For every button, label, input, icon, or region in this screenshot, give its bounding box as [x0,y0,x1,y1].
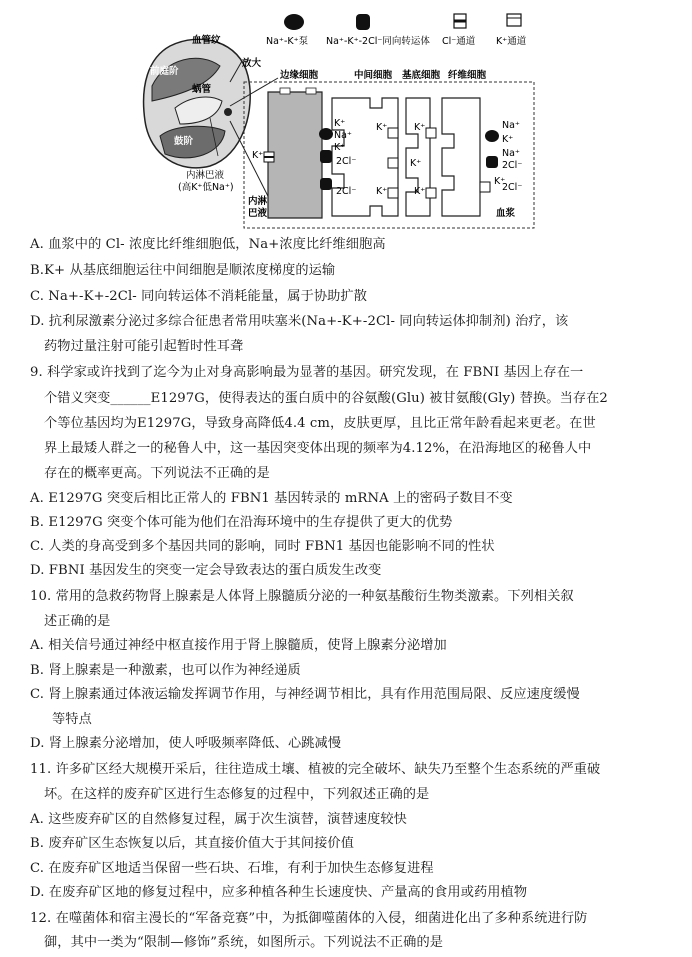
pump-legend-label: Na⁺-K⁺泵 [266,36,309,47]
scala-tympani-label: 鼓阶 [174,136,194,147]
option-8a: A. 血浆中的 Cl- 浓度比纤维细胞低，Na+浓度比纤维细胞高 [30,237,386,252]
ion-k-label: K⁺ [252,150,264,161]
question-9-stem: 个错义突变______E1297G，使得表达的蛋白质中的谷氨酸(Glu) 被甘氨酸(Gly) 替换。当存在2 [44,391,608,406]
ion-k-label: K⁺ [414,122,426,133]
endolymph-short-label: 内淋 [248,196,268,207]
cochlear-duct-label: 蜗管 [192,84,212,95]
endolymph-label: 内淋巴液 [186,170,225,181]
question-11-stem: 11. 许多矿区经大规模开采后，往往造成土壤、植被的完全破坏、缺失乃至整个生态系统的严重破 [30,762,601,777]
option-11c: C. 在废弃矿区地适当保留一些石块、石堆，有利于加快生态修复进程 [30,861,434,876]
marginal-cell [268,92,322,218]
option-11d: D. 在废弃矿区地的修复过程中，应多种植各种生长速度快、产量高的食用或药用植物 [30,885,528,900]
question-11-stem: 坏。在这样的废弃矿区进行生态修复的过程中，下列叙述正确的是 [44,787,430,802]
option-8b: B.K+ 从基底细胞运往中间细胞是顺浓度梯度的运输 [30,263,336,278]
option-9c: C. 人类的身高受到多个基因共同的影响，同时 FBN1 基因也能影响不同的性状 [30,539,495,554]
option-9b: B. E1297G 突变个体可能为他们在沿海环境中的生存提供了更大的优势 [30,515,453,530]
ion-k-label: K⁺ [414,186,426,197]
scala-vestibuli-label: 前庭阶 [150,66,179,77]
option-8c: C. Na+-K+-2Cl- 同向转运体不消耗能量，属于协助扩散 [30,289,367,304]
cl-channel-legend-label: Cl⁻通道 [442,36,476,47]
ion-k-label: K⁺ [410,158,422,169]
option-8d: D. 抗利尿激素分泌过多综合征患者常用呋塞米(Na+-K+-2Cl- 同向转运体抑制剂) 治疗，该 [30,314,569,329]
plasma-label: 血浆 [496,208,516,219]
option-10c: C. 肾上腺素通过体液运输发挥调节作用，与神经调节相比，具有作用范围局限、反应速度缓慢 [30,687,580,702]
ion-cl2-label: 2Cl⁻ [336,186,357,197]
ion-k-label: K⁺ [502,134,514,145]
fibrocyte [442,98,480,216]
question-9-stem: 存在的概率更高。下列说法不正确的是 [44,466,270,481]
fibrocyte-label: 纤维细胞 [448,70,487,81]
option-9a: A. E1297G 突变后相比正常人的 FBN1 基因转录的 mRNA 上的密码子数目不变 [30,491,513,506]
question-12-stem: 12. 在噬菌体和宿主漫长的“军备竞赛”中，为抵御噬菌体的入侵，细菌进化出了多种系统进行防 [30,911,588,926]
option-10c-cont: 等特点 [52,712,92,727]
endolymph-short-label: 巴液 [248,208,268,219]
ion-k-label: K⁺ [334,118,346,129]
k-channel-legend-label: K⁺通道 [496,36,527,47]
endolymph-note: (高K⁺低Na⁺) [178,182,234,193]
ion-k-label: K⁺ [494,176,506,187]
ion-cl2-label: 2Cl⁻ [502,182,523,193]
ion-k-label: K⁺ [376,186,388,197]
ion-k-label: K⁺ [334,142,346,153]
ion-cl2-label: 2Cl⁻ [336,156,357,167]
cotransporter-legend-icon [356,14,370,30]
marginal-cell-label: 边缘细胞 [280,70,319,81]
ion-k-label: K⁺ [376,122,388,133]
cochlea-ion-transport-figure [130,6,560,232]
basal-cell-label: 基底细胞 [402,70,441,81]
question-12-stem: 御，其中一类为“限制—修饰”系统，如图所示。下列说法不正确的是 [44,935,444,950]
option-11a: A. 这些废弃矿区的自然修复过程，属于次生演替，演替速度较快 [30,812,407,827]
ion-na-label: Na⁺ [502,148,520,159]
question-9-stem: 个等位基因均为E1297G，导致身高降低4.4 cm，皮肤更厚，且比正常年龄看起来更老。在世 [44,416,596,431]
question-10-stem: 10. 常用的急救药物肾上腺素是人体肾上腺髓质分泌的一种氨基酸衍生物类激素。下列相关叙 [30,589,574,604]
option-10b: B. 肾上腺素是一种激素，也可以作为神经递质 [30,663,301,678]
figure-legend [284,14,521,30]
option-9d: D. FBNI 基因发生的突变一定会导致表达的蛋白质发生改变 [30,563,382,578]
stria-label: 血管纹 [192,35,221,46]
pump-legend-icon [284,14,304,30]
option-10d: D. 肾上腺素分泌增加，使人呼吸频率降低、心跳减慢 [30,736,342,751]
magnify-label: 放大 [242,58,262,69]
question-10-stem: 述正确的是 [44,614,111,629]
ion-na-label: Na⁺ [334,130,352,141]
option-10a: A. 相关信号通过神经中枢直接作用于肾上腺髓质，使肾上腺素分泌增加 [30,638,447,653]
ion-cl2-label: 2Cl⁻ [502,160,523,171]
intermediate-cell-label: 中间细胞 [354,70,393,81]
question-9-stem: 9. 科学家或许找到了迄今为止对身高影响最为显著的基因。研究发现，在 FBNI 基因上存在一 [30,365,584,380]
question-9-stem: 界上最矮人群之一的秘鲁人中，这一基因突变体出现的频率为4.12%，在沿海地区的秘鲁人中 [44,441,592,456]
option-11b: B. 废弃矿区生态恢复以后，其直接价值大于其间接价值 [30,836,354,851]
option-8d-cont: 药物过量注射可能引起暂时性耳聋 [44,339,244,354]
k-channel-legend-icon [507,14,521,26]
ion-na-label: Na⁺ [502,120,520,131]
cotransporter-legend-label: Na⁺-K⁺-2Cl⁻同向转运体 [326,36,430,47]
